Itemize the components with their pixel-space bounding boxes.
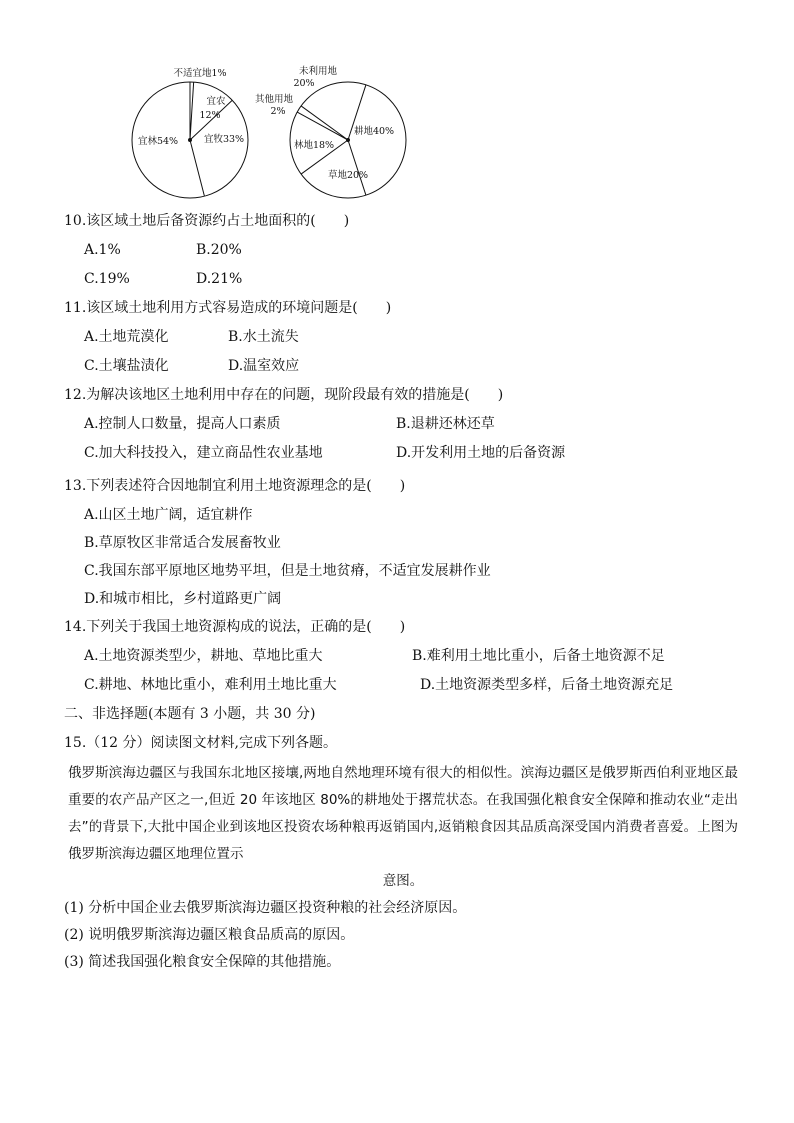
q14-options-row1	[64, 642, 744, 671]
q14-option-d: D.土地资源类型多样，后备土地资源充足	[420, 677, 674, 693]
q11-option-d: D.温室效应	[228, 358, 300, 374]
pie-2-label-其他用地: 其他用地	[254, 94, 294, 105]
q13-stem: 13.下列表述符合因地制宜利用土地资源理念的是( )	[64, 478, 406, 494]
q13-option-a: A.山区土地广阔，适宜耕作	[84, 507, 253, 523]
q10-options-row1	[64, 236, 744, 265]
q12-options-row2	[64, 439, 744, 468]
section2-title: 二、非选择题(本题有 3 小题，共 30 分)	[64, 706, 316, 722]
q13-option-d: D.和城市相比，乡村道路更广阔	[84, 591, 282, 607]
q12-options-row1	[64, 410, 744, 439]
q15-sub-1: (1) 分析中国企业去俄罗斯滨海边疆区投资种粮的社会经济原因。	[64, 900, 467, 916]
q15-passage-text: 俄罗斯滨海边疆区与我国东北地区接壤,两地自然地理环境有很大的相似性。滨海边疆区是俄罗斯西伯利亚地区最重要的农产品产区之一,但近 20 年该地区 80%的耕地处于撂荒状态。在我国强化粮食安全保障和推动农业“走出去”的背景下,大批中国企业到该地区投资农场种粮再返销国内,返销粮食因其品质高深受国内消费者喜爱。上图为俄罗斯滨海边疆区地理位置示	[68, 765, 738, 862]
q12-option-c: C.加大科技投入，建立商品性农业基地	[84, 445, 323, 461]
q14-option-a: A.土地资源类型少，耕地、草地比重大	[84, 648, 323, 664]
q14-stem: 14.下列关于我国土地资源构成的说法，正确的是( )	[64, 619, 406, 635]
pie-charts-figure	[128, 58, 418, 203]
pie-2-value-未利用地: 20%	[293, 78, 315, 89]
q13-option-b: B.草原牧区非常适合发展畜牧业	[84, 535, 281, 551]
q13-option-c: C.我国东部平原地区地势平坦，但是土地贫瘠，不适宜发展耕作业	[84, 563, 491, 579]
question-content	[64, 207, 744, 976]
pie-2-label-耕地: 耕地40%	[353, 126, 395, 137]
pie-1-value-宜农: 12%	[199, 110, 221, 121]
q11-options-row1	[64, 323, 744, 352]
q10-stem: 10.该区域土地后备资源约占土地面积的( )	[64, 213, 350, 229]
pie-1-label-宜牧: 宜牧33%	[203, 134, 245, 145]
q11-options-row2	[64, 352, 744, 381]
q15-stem: 15.（12 分）阅读图文材料,完成下列各题。	[64, 735, 337, 751]
q14-option-b: B.难利用土地比重小，后备土地资源不足	[412, 648, 665, 664]
pie-2-label-未利用地: 未利用地	[298, 66, 338, 77]
pie-2-center	[346, 138, 350, 142]
q11-stem: 11.该区域土地利用方式容易造成的环境问题是( )	[64, 300, 392, 316]
q11-option-c: C.土壤盐渍化	[84, 358, 169, 374]
pie-1-label-宜林: 宜林54%	[137, 136, 179, 147]
pie-2-value-其他用地: 2%	[270, 106, 286, 117]
q12-option-d: D.开发利用土地的后备资源	[396, 445, 566, 461]
q12-stem: 12.为解决该地区土地利用中存在的问题，现阶段最有效的措施是( )	[64, 387, 504, 403]
q15-sub-3: (3) 简述我国强化粮食安全保障的其他措施。	[64, 954, 341, 970]
q14-option-c: C.耕地、林地比重小，难利用土地比重大	[84, 677, 337, 693]
q10-option-b: B.20%	[196, 242, 242, 258]
q15-sub-2: (2) 说明俄罗斯滨海边疆区粮食品质高的原因。	[64, 927, 355, 943]
pie-2-label-林地: 林地18%	[293, 140, 335, 151]
q14-options-row2	[64, 671, 744, 700]
pie-1-label-宜农: 宜农	[206, 96, 226, 107]
pie-1-label-不适宜地: 不适宜地1%	[173, 68, 227, 79]
q12-option-a: A.控制人口数量，提高人口素质	[84, 416, 281, 432]
q11-option-a: A.土地荒漠化	[84, 329, 169, 345]
q11-option-b: B.水土流失	[228, 329, 299, 345]
q10-options-row2	[64, 265, 744, 294]
q15-passage	[64, 760, 744, 895]
q10-option-c: C.19%	[84, 271, 130, 287]
pie-2-label-草地: 草地20%	[327, 170, 369, 181]
pie-1-center	[188, 138, 192, 142]
q15-passage-end: 意图。	[382, 873, 424, 889]
q10-option-a: A.1%	[84, 242, 121, 258]
pie-charts-svg	[128, 58, 418, 203]
q10-option-d: D.21%	[196, 271, 243, 287]
q12-option-b: B.退耕还林还草	[396, 416, 495, 432]
